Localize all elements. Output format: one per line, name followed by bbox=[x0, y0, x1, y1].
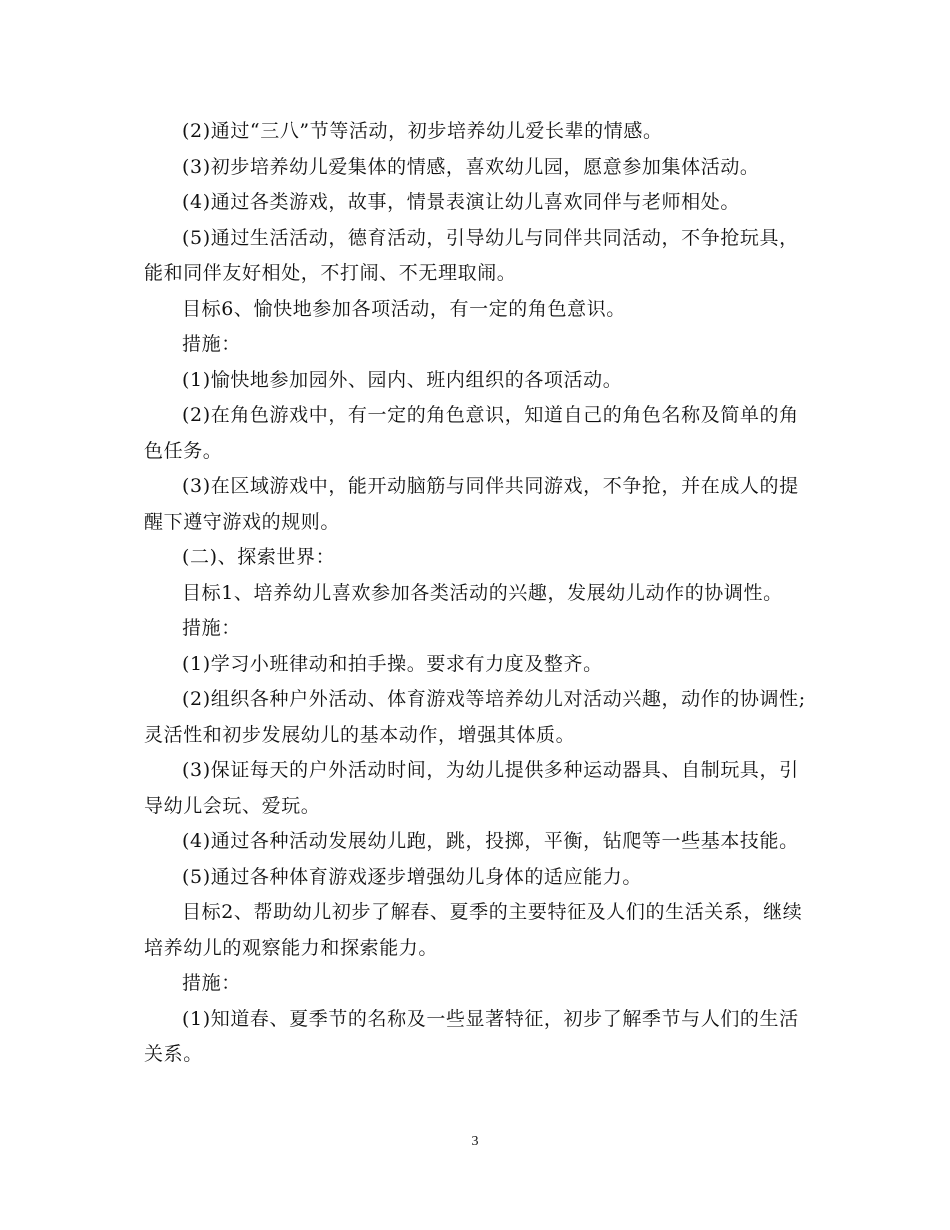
goal-heading: 目标2、帮助幼儿初步了解春、夏季的主要特征及人们的生活关系，继续培养幼儿的观察能力和探索能力。 bbox=[144, 901, 803, 959]
paragraph: (5)通过各种体育游戏逐步增强幼儿身体的适应能力。 bbox=[182, 865, 642, 888]
measures-label: 措施： bbox=[182, 972, 241, 994]
paragraph: (1)学习小班律动和拍手操。要求有力度及整齐。 bbox=[182, 652, 603, 675]
goal-heading: 目标1、培养幼儿喜欢参加各类活动的兴趣，发展幼儿动作的协调性。 bbox=[182, 581, 783, 604]
paragraph: (2)在角色游戏中，有一定的角色意识，知道自己的角色名称及简单的角色任务。 bbox=[144, 404, 799, 462]
measures-label: 措施： bbox=[182, 333, 241, 355]
document-body bbox=[144, 114, 808, 1073]
paragraph: (3)初步培养幼儿爱集体的情感，喜欢幼儿园，愿意参加集体活动。 bbox=[182, 155, 760, 178]
paragraph: (3)保证每天的户外活动时间，为幼儿提供多种运动器具、自制玩具，引导幼儿会玩、爱玩。 bbox=[144, 759, 799, 817]
goal-heading: 目标6、愉快地参加各项活动，有一定的角色意识。 bbox=[182, 297, 626, 320]
paragraph: (4)通过各种活动发展幼儿跑，跳，投掷，平衡，钻爬等一些基本技能。 bbox=[182, 830, 799, 852]
paragraph: (1)知道春、夏季节的名称及一些显著特征，初步了解季节与人们的生活关系。 bbox=[144, 1007, 799, 1065]
paragraph: (2)通过“三八”节等活动，初步培养幼儿爱长辈的情感。 bbox=[182, 120, 663, 142]
page-number: 3 bbox=[471, 1134, 479, 1149]
paragraph: (5)通过生活活动，德育活动，引导幼儿与同伴共同活动，不争抢玩具，能和同伴友好相处，不打闹、不无理取闹。 bbox=[144, 226, 799, 284]
section-heading: (二)、探索世界： bbox=[182, 546, 336, 568]
paragraph: (1)愉快地参加园外、园内、班内组织的各项活动。 bbox=[182, 368, 623, 391]
paragraph: (4)通过各类游戏，故事，情景表演让幼儿喜欢同伴与老师相处。 bbox=[182, 191, 740, 213]
paragraph: (3)在区域游戏中，能开动脑筋与同伴共同游戏，不争抢，并在成人的提醒下遵守游戏的规则。 bbox=[144, 475, 799, 533]
paragraph: (2)组织各种户外活动、体育游戏等培养幼儿对活动兴趣，动作的协调性;灵活性和初步发展幼儿的基本动作，增强其体质。 bbox=[144, 688, 806, 746]
measures-label: 措施： bbox=[182, 617, 241, 639]
